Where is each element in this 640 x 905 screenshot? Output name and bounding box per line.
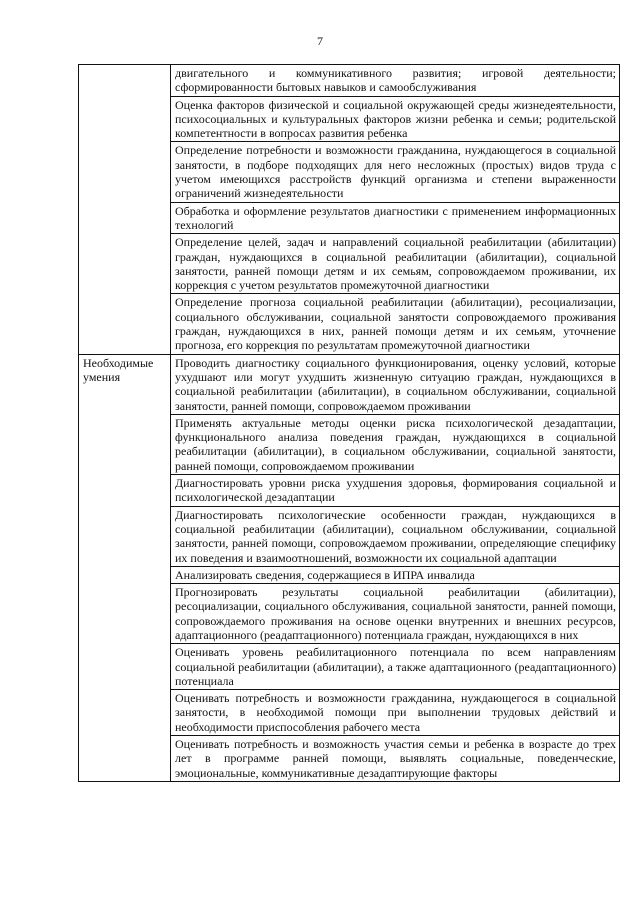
table-cell: Проводить диагностику социального функционирования, оценку условий, которые ухудшают или могут ухудшить жизненную ситуацию граждан, нуждающихся в социальной реабилитации (абилитации), в социальном обслуживании, социальной занятости, ранней помощи, сопровождаемом проживании	[171, 354, 620, 414]
table-row	[79, 354, 620, 414]
table-cell: Оценивать потребность и возможность участия семьи и ребенка в возрасте до трех лет в программе ранней помощи, выявлять социальные, поведенческие, эмоциональные, коммуникативные дезадаптирующие факторы	[171, 736, 620, 782]
table-cell: Оценивать уровень реабилитационного потенциала по всем направлениям социальной реабилитации (абилитации), а также адаптационного (реадаптационного) потенциала	[171, 644, 620, 690]
table-cell: Определение потребности и возможности гражданина, нуждающегося в социальной занятости, в подборе подходящих для него несложных (простых) видов труда с учетом имеющихся расстройств функций организма и степени выраженности ограничений жизнедеятельности	[171, 142, 620, 202]
table-cell: Обработка и оформление результатов диагностики с применением информационных технологий	[171, 202, 620, 234]
table-cell: Прогнозировать результаты социальной реабилитации (абилитации), ресоциализации, социального обслуживания, социальной занятости, ранней помощи, сопровождаемого проживания на основе оценки внутренних и внешних ресурсов, адаптационного (реадаптационного) потенциала граждан, нуждающихся в них	[171, 584, 620, 644]
table-cell: Диагностировать психологические особенности граждан, нуждающихся в социальной реабилитации (абилитации), социальном обслуживании, социальной занятости, ранней помощи, сопровождаемом проживании, определяющие специфику их поведения и взаимоотношений, возможности их социальной адаптации	[171, 506, 620, 566]
table-cell: Определение целей, задач и направлений социальной реабилитации (абилитации) граждан, нуждающихся в социальной реабилитации (абилитации), социальной занятости, ранней помощи детям и их семьям, сопровождаемом проживании, их коррекция с учетом результатов промежуточной диагностики	[171, 234, 620, 294]
label-cell-empty	[79, 65, 171, 355]
table-cell: Оценивать потребность и возможности гражданина, нуждающегося в социальной занятости, в необходимой помощи при выполнении трудовых действий и необходимости приспособления рабочего места	[171, 690, 620, 736]
table-row	[79, 65, 620, 97]
competency-table	[78, 64, 620, 782]
page-number: 7	[317, 34, 323, 48]
section-label-skills: Необходимые умения	[79, 354, 171, 781]
table-cell: Применять актуальные методы оценки риска психологической дезадаптации, функционального анализа поведения граждан, нуждающихся в социальной реабилитации (абилитации), в социальном обслуживании, социальной занятости, ранней помощи, сопровождаемом проживании	[171, 414, 620, 474]
table-cell: Определение прогноза социальной реабилитации (абилитации), ресоциализации, социального обслуживании, социальной занятости сопровождаемого проживания граждан, нуждающихся в них, ранней помощи детям и их семьям, уточнение прогноза, его коррекция по результатам промежуточной диагностики	[171, 294, 620, 354]
table-cell: Оценка факторов физической и социальной окружающей среды жизнедеятельности, психосоциальных и культуральных факторов жизни ребенка и семьи; родительской компетентности в вопросах развития ребенка	[171, 96, 620, 142]
table-cell: Анализировать сведения, содержащиеся в ИПРА инвалида	[171, 566, 620, 583]
table-cell: двигательного и коммуникативного развития; игровой деятельности; сформированности бытовых навыков и самообслуживания	[171, 65, 620, 97]
table-cell: Диагностировать уровни риска ухудшения здоровья, формирования социальной и психологической дезадаптации	[171, 475, 620, 507]
